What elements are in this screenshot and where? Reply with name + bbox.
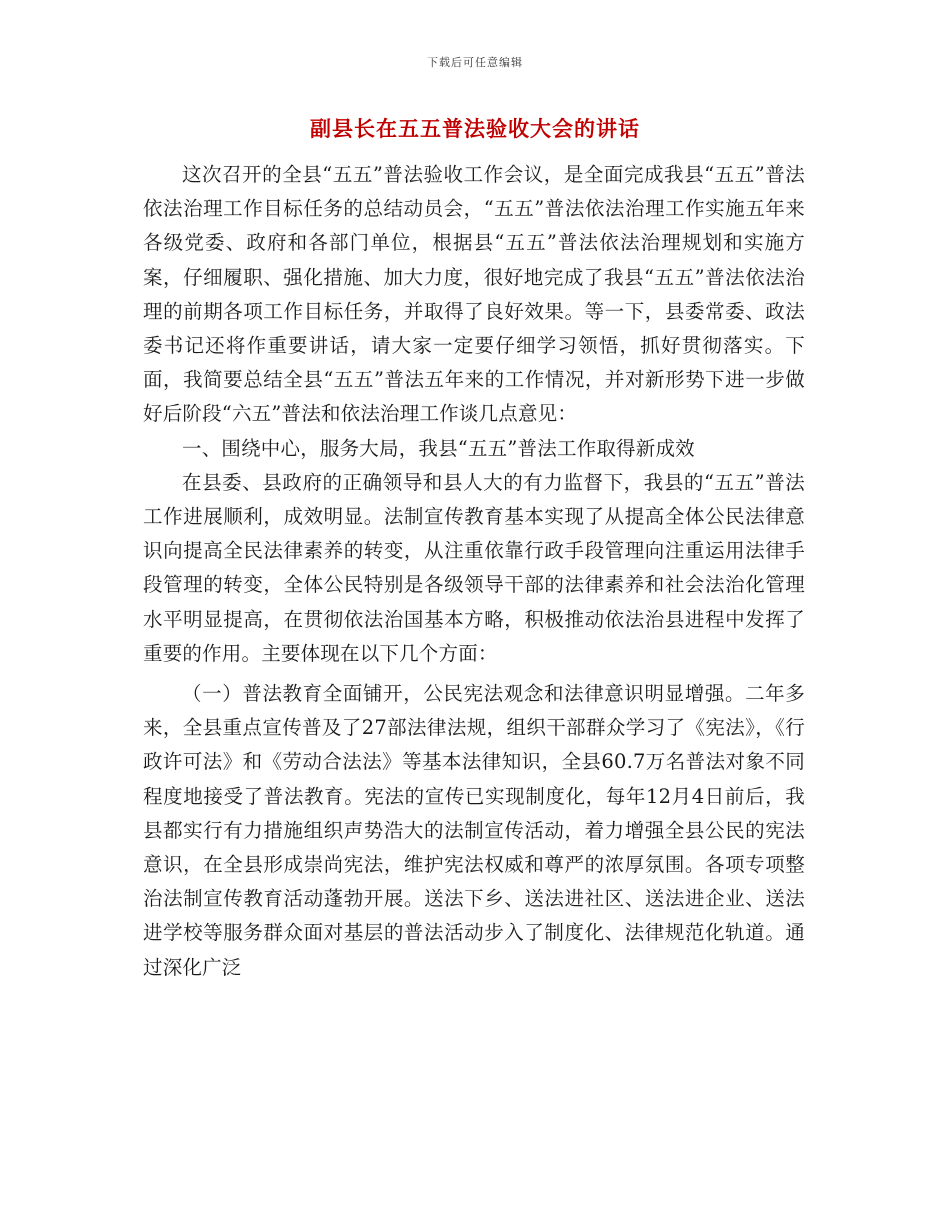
header-note: 下载后可任意编辑 (427, 56, 523, 69)
paragraph-subsection-1: （一）普法教育全面铺开，公民宪法观念和法律意识明显增强。二年多来，全县重点宣传普及了27部法律法规，组织干部群众学习了《宪法》，《行政许可法》和《劳动合法法》等基本法律知识，全县60.7万名普法对象不同程度地接受了普法教育。宪法的宣传已实现制度化，每年12月4日前后，我县都实行有力措施组织声势浩大的法制宣传活动，着力增强全县公民的宪法意识，在全县形成崇尚宪法，维护宪法权威和尊严的浓厚氛围。各项专项整治法制宣传教育活动蓬勃开展。送法下乡、送法进社区、送法进企业、送法进学校等服务群众面对基层的普法活动步入了制度化、法律规范化轨道。通过深化广泛 (143, 682, 805, 979)
section-heading-1: 一、围绕中心，服务大局，我县“五五”普法工作取得新成效 (182, 436, 695, 460)
paragraph-intro: 这次召开的全县“五五”普法验收工作会议，是全面完成我县“五五”普法依法治理工作目标任务的总结动员会，“五五”普法依法治理工作实施五年来各级党委、政府和各部门单位，根据县“五五”普法依法治理规划和实施方案，仔细履职、强化措施、加大力度，很好地完成了我县“五五”普法依法治理的前期各项工作目标任务，并取得了良好效果。等一下，县委常委、政法委书记还将作重要讲话，请大家一定要仔细学习领悟，抓好贯彻落实。下面，我简要总结全县“五五”普法五年来的工作情况，并对新形势下进一步做好后阶段“六五”普法和依法治理工作谈几点意见： (143, 163, 805, 426)
document-body (143, 158, 805, 985)
paragraph-section-1: 在县委、县政府的正确领导和县人大的有力监督下，我县的“五五”普法工作进展顺利，成效明显。法制宣传教育基本实现了从提高全体公民法律意识向提高全民法律素养的转变，从注重依靠行政手段管理向注重运用法律手段管理的转变，全体公民特别是各级领导干部的法律素养和社会法治化管理水平明显提高，在贯彻依法治国基本方略，积极推动依法治县进程中发挥了重要的作用。主要体现在以下几个方面： (143, 470, 805, 665)
document-title: 副县长在五五普法验收大会的讲话 (310, 117, 640, 141)
